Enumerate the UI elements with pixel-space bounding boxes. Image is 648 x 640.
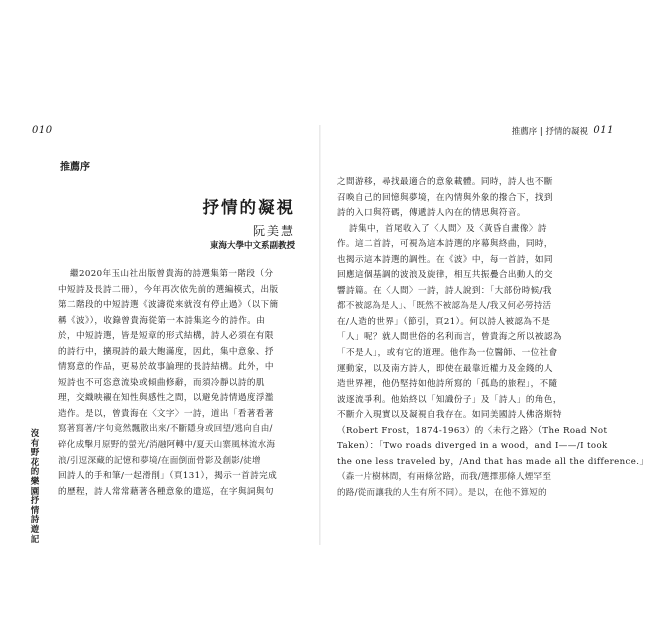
text-line: 回應這個基調的波浪及旋律，相互共振疊合出動人的交 [337, 270, 553, 281]
text-line: 情寫意的作品，更易於故事論理的長詩結構。此外，中 [58, 362, 274, 373]
text-line: 作。這二首詩，可視為這本詩選的序幕與終曲，同時， [337, 239, 553, 250]
text-line: 召喚自己的回憶與夢境，在內情與外象的撥合下，找到 [337, 192, 553, 203]
text-line: 也揭示這本詩選的調性。在《波》中，每一首詩，如同 [337, 254, 553, 265]
text-line: 詩集中，首尾收入了〈人間〉及〈黃昏自畫像〉詩 [349, 223, 547, 234]
author-affiliation: 東海大學中文系副教授 [209, 241, 295, 251]
text-line: 波逐流爭利。他始終以「知識份子」及「詩人」的角色， [337, 394, 562, 405]
text-line: 於，中短詩選，皆是短章的形式結構，詩人必須在有限 [58, 331, 274, 342]
running-header: 推薦序 | 抒情的凝視 [511, 127, 588, 137]
quote-line: 寫著寫著/字句竟然飄散出來/不斷隱身或回望/逃向自由/ [58, 424, 273, 435]
text-line: （Robert Frost，1874-1963）的〈未行之路〉（The Road Not [337, 425, 608, 436]
text-line: 造世界裡，他仍堅持如他詩所寫的「孤島的旅程」，不隨 [337, 379, 558, 390]
page-number: 011 [593, 125, 614, 136]
text-line: 理，交織映襯在知性與感性之間，以避免詩情過度浮濫 [58, 393, 274, 404]
text-line: 第二階段的中短詩選《波濤從來就沒有停止過》（以下簡 [58, 300, 279, 311]
quote-line: 碎化成擊月原野的螢光/消融阿轉中/夏天山寨風林流水海 [58, 440, 276, 451]
text-line: 的詩行中，擴現詩的最大飽滿度，因此，集中意象、抒 [58, 346, 274, 357]
text-line: 不斷介入現實以及凝視自我存在。如同美國詩人佛洛斯特 [337, 410, 562, 421]
page-fold [319, 125, 321, 545]
quote-line: 浪/引逗深藏的記憶和夢境/在面倒面骨影及創影/徒增 [58, 455, 261, 466]
text-line: 響詩篇。在〈人間〉一詩，詩人說到：「大部份時候/我 [337, 285, 552, 296]
text-line: 稱《波》），收錄曾貴海從第一本詩集迄今的詩作。由 [58, 315, 266, 326]
quote-line: （森一片樹林間，有兩條岔路，而我/選擇那條人煙罕至 [337, 472, 552, 483]
body-text [337, 175, 648, 501]
essay-title: 抒情的凝視 [202, 198, 295, 217]
text-line: 短詩也不可恣意流染或傾曲修辭，而須冷靜以詩的肌 [58, 377, 265, 388]
text-line: Taken）：「Two roads diverged in a wood，and I——/I took [337, 441, 608, 452]
text-line: 之間游移，尋找最適合的意象載體。同時，詩人也不斷 [337, 177, 553, 187]
quote-line: 的路/從而讓我的人生有所不同）。是以，在他不算短的 [337, 487, 547, 498]
text-line: 運動家，以及南方詩人，即使在最靠近權力及金錢的人 [337, 363, 553, 374]
right-page [331, 125, 648, 498]
text-line: 在/人造的世界」（節引，頁21）。何以詩人被認為不是 [337, 316, 551, 327]
text-line: 的歷程，詩人常常藉著各種意象的遣巡，在字與詞與句 [58, 486, 274, 497]
text-line: 「不是人」，或有它的道理。他作為一位醫師、一位社會 [337, 348, 558, 359]
text-line: 回詩人的手和筆/一起滑削」（頁131），揭示一首詩完成 [58, 471, 278, 482]
text-line: 「人」呢？就人間世俗的名利而言，曾貴海之所以被認為 [337, 332, 562, 343]
author-name: 阮美慧 [252, 224, 295, 238]
section-label: 推薦序 [60, 162, 90, 173]
left-header [26, 125, 311, 147]
right-header [331, 125, 616, 147]
text-line: 造作。是以，曾貴海在〈文字〉一詩，道出「看著看著 [58, 408, 274, 419]
text-line: the one less traveled by，/And that has made all the difference.」 [337, 456, 648, 467]
text-line: 中短詩及長詩二冊），今年再次依先前的選編模式，出版 [58, 284, 279, 295]
spine-title-vertical: 沒 有 野 花 的 樂 園 抒 情 詩 遊 記 [30, 429, 40, 545]
quote-line: 都不被認為是人」、「既然不被認為是人/我又何必勞持活 [337, 301, 552, 312]
page-number: 010 [32, 125, 53, 136]
body-text [58, 267, 296, 500]
text-line: 詩的入口與符碼，傳遞詩人內在的情思與符音。 [337, 208, 526, 219]
text-line: 繼2020年玉山社出版曾貴海的詩選集第一階段（分 [70, 269, 274, 279]
